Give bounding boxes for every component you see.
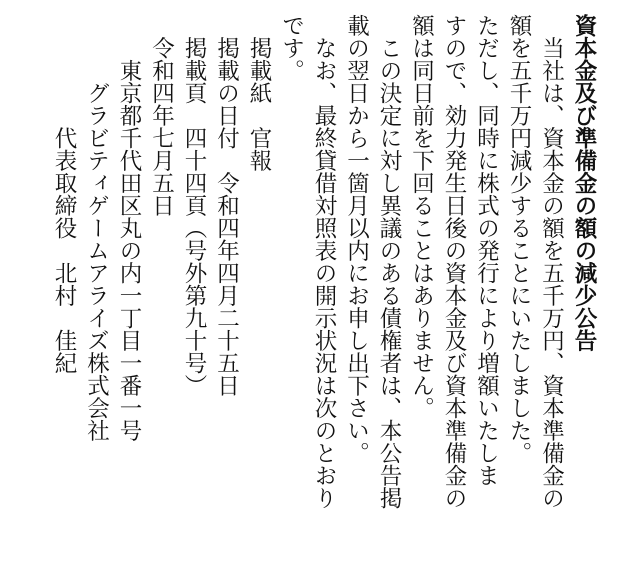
public-notice [48, 14, 601, 559]
body-line-8: なお、最終貸借対照表の開示状況は次のとおり [311, 14, 337, 509]
body-line-4: すので、効力発生日後の資本金及び資本準備金の [441, 14, 467, 509]
body-line-7: 載の翌日から一箇月以内にお申し出下さい。 [343, 14, 370, 464]
body-line-5: 額は同日前を下回ることはありません。 [408, 14, 435, 419]
body-line-3: ただし、同時に株式の発行により増額いたしま [473, 14, 500, 487]
company-address: 東京都千代田区丸の内一丁目一番一号 [116, 14, 142, 442]
body-line-1: 当社は、資本金の額を五千万円、資本準備金の [538, 14, 565, 509]
publication-page: 掲載頁 四十四頁（号外第九十号） [181, 14, 207, 397]
body-line-9: です。 [278, 14, 305, 82]
publication-date: 掲載の日付 令和四年四月二十五日 [213, 14, 240, 397]
notice-title: 資本金及び準備金の額の減少公告 [571, 14, 597, 352]
notice-date: 令和四年七月五日 [148, 14, 175, 217]
body-line-6: この決定に対し異議のある債権者は、本公告掲 [376, 14, 402, 509]
publication-paper: 掲載紙 官報 [246, 14, 272, 172]
body-line-2: 額を五千万円減少することにいたしました。 [506, 14, 532, 464]
company-name: グラビティゲームアライズ株式会社 [83, 14, 110, 442]
representative-signature: 代表取締役 北村 佳紀 [51, 14, 77, 374]
